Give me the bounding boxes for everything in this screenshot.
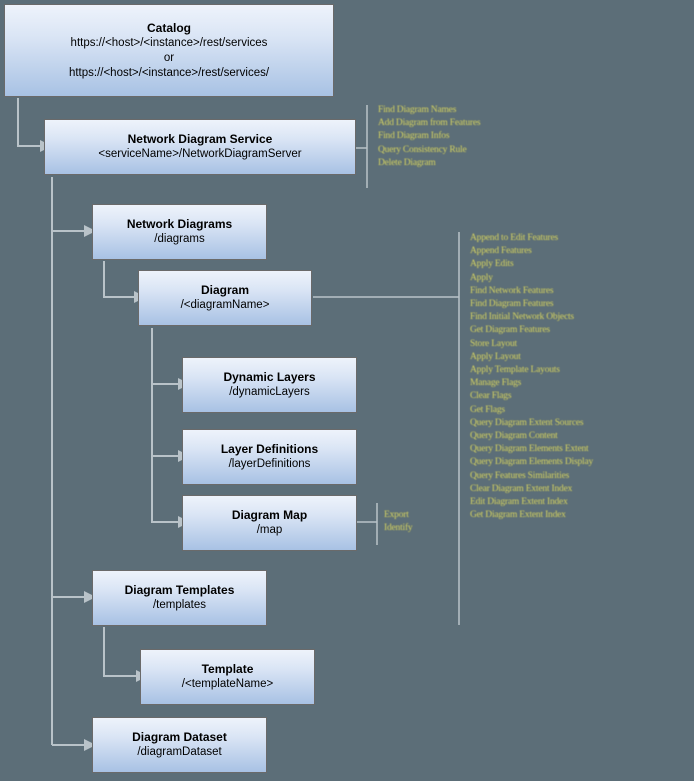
dynamic-layers-title: Dynamic Layers bbox=[223, 370, 316, 384]
node-layer-definitions[interactable] bbox=[182, 429, 357, 485]
diagram-op[interactable]: Manage Flags bbox=[470, 378, 522, 389]
service-operations-list bbox=[378, 104, 480, 170]
map-op[interactable]: Identify bbox=[384, 523, 413, 534]
diagram-title: Diagram bbox=[200, 283, 250, 297]
node-dynamic-layers[interactable] bbox=[182, 357, 357, 413]
diagram-op[interactable]: Clear Diagram Extent Index bbox=[470, 483, 573, 494]
diagram-op[interactable]: Edit Diagram Extent Index bbox=[470, 497, 568, 508]
diagram-op[interactable]: Get Flags bbox=[470, 404, 505, 415]
network-diagram-service-path: <serviceName>/NetworkDiagramServer bbox=[98, 148, 302, 160]
map-operations-list bbox=[384, 509, 412, 535]
diagram-op[interactable]: Get Diagram Extent Index bbox=[470, 510, 566, 521]
catalog-title: Catalog bbox=[146, 20, 191, 35]
diagram-templates-title: Diagram Templates bbox=[124, 583, 235, 597]
template-path: /<templateName> bbox=[181, 678, 274, 690]
template-title: Template bbox=[201, 662, 254, 676]
diagram-op[interactable]: Apply Edits bbox=[470, 259, 514, 270]
diagram-op[interactable]: Append to Edit Features bbox=[470, 233, 559, 243]
node-network-diagrams[interactable] bbox=[92, 204, 267, 260]
diagram-operations-list bbox=[470, 232, 593, 522]
service-op[interactable]: Find Diagram Infos bbox=[378, 131, 450, 142]
layer-definitions-title: Layer Definitions bbox=[220, 442, 319, 456]
diagram-op[interactable]: Query Features Similarities bbox=[470, 470, 570, 481]
diagram-op[interactable]: Clear Flags bbox=[470, 391, 512, 402]
diagram-op[interactable]: Find Network Features bbox=[470, 285, 554, 296]
catalog-url-2: https://<host>/<instance>/rest/services/ bbox=[68, 66, 270, 79]
dynamic-layers-path: /dynamicLayers bbox=[229, 386, 310, 398]
diagram-dataset-path: /diagramDataset bbox=[137, 746, 222, 758]
diagram-map-path: /map bbox=[256, 524, 283, 536]
node-network-diagram-service[interactable] bbox=[44, 119, 356, 175]
service-op[interactable]: Delete Diagram bbox=[378, 157, 436, 168]
layer-definitions-path: /layerDefinitions bbox=[228, 458, 311, 470]
diagram-path: /<diagramName> bbox=[180, 299, 270, 311]
catalog-url-1: https://<host>/<instance>/rest/services bbox=[70, 36, 268, 49]
diagram-op[interactable]: Find Initial Network Objects bbox=[470, 312, 574, 323]
node-diagram-map[interactable] bbox=[182, 495, 357, 551]
diagram-op[interactable]: Get Diagram Features bbox=[470, 325, 550, 336]
service-op[interactable]: Find Diagram Names bbox=[378, 105, 457, 115]
network-diagrams-title: Network Diagrams bbox=[126, 217, 233, 231]
diagram-op[interactable]: Query Diagram Elements Display bbox=[470, 457, 594, 468]
node-catalog[interactable] bbox=[4, 4, 334, 97]
diagram-op[interactable]: Append Features bbox=[470, 246, 532, 257]
service-op[interactable]: Query Consistency Rule bbox=[378, 144, 467, 155]
diagram-op[interactable]: Apply Template Layouts bbox=[470, 365, 560, 376]
map-op[interactable]: Export bbox=[384, 510, 409, 520]
diagram-op[interactable]: Apply Layout bbox=[470, 351, 521, 362]
network-diagram-service-title: Network Diagram Service bbox=[127, 132, 273, 146]
catalog-or: or bbox=[163, 51, 175, 64]
diagram-dataset-title: Diagram Dataset bbox=[132, 730, 227, 744]
service-op[interactable]: Add Diagram from Features bbox=[378, 118, 481, 129]
network-diagrams-path: /diagrams bbox=[154, 233, 205, 245]
diagram-op[interactable]: Query Diagram Content bbox=[470, 431, 558, 442]
diagram-op[interactable]: Apply bbox=[470, 272, 493, 283]
diagram-op[interactable]: Query Diagram Extent Sources bbox=[470, 417, 584, 428]
node-diagram[interactable] bbox=[138, 270, 312, 326]
diagram-templates-path: /templates bbox=[152, 599, 207, 611]
diagram-map-title: Diagram Map bbox=[231, 508, 308, 522]
diagram-op[interactable]: Find Diagram Features bbox=[470, 299, 554, 310]
diagram-op[interactable]: Store Layout bbox=[470, 338, 517, 349]
node-template[interactable] bbox=[140, 649, 315, 705]
diagram-op[interactable]: Query Diagram Elements Extent bbox=[470, 444, 589, 455]
node-diagram-templates[interactable] bbox=[92, 570, 267, 626]
node-diagram-dataset[interactable] bbox=[92, 717, 267, 773]
